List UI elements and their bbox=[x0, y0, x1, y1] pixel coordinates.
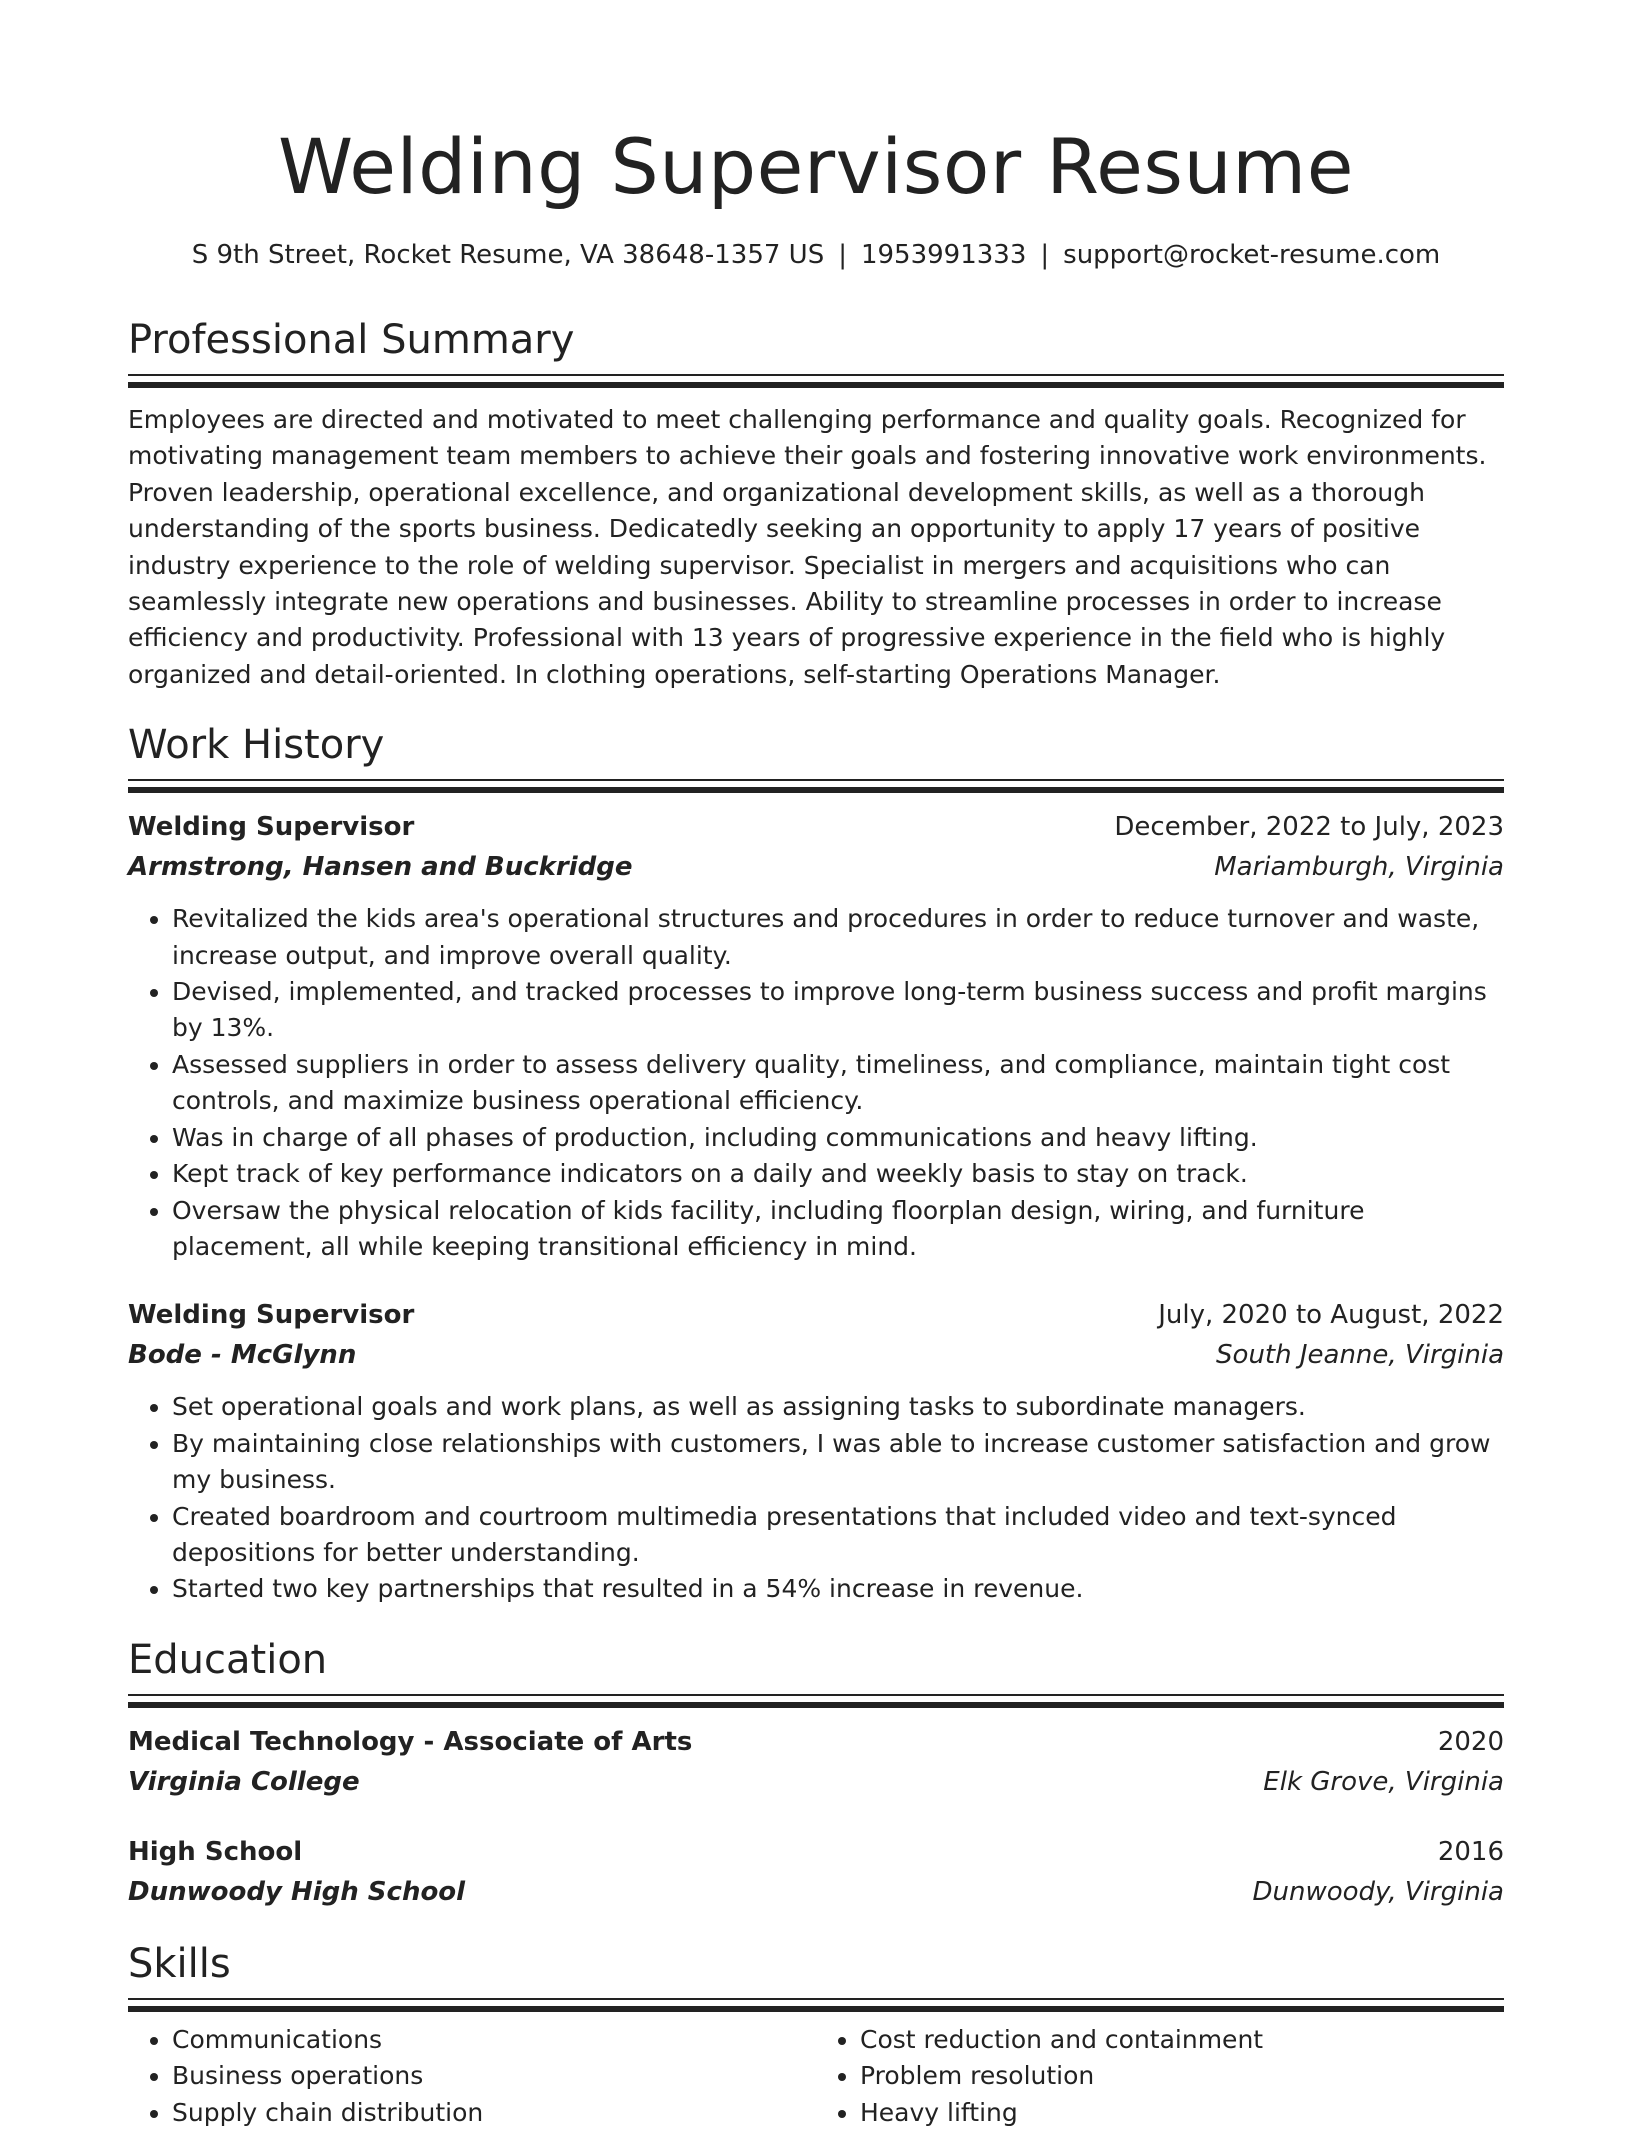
list-item: • Set operational goals and work plans, as well as assigning tasks to subordinate managers. bbox=[172, 1389, 1504, 1425]
list-item: • Cost reduction and containment bbox=[860, 2022, 1504, 2058]
list-item: • Oversaw the physical relocation of kids facility, including floorplan design, wiring, and furniture placement, all while keeping transitional efficiency in mind. bbox=[172, 1193, 1504, 1266]
summary-section bbox=[128, 316, 1504, 693]
section-divider-thick bbox=[128, 2006, 1504, 2012]
education-school: Dunwoody High School bbox=[128, 1876, 466, 1907]
list-item: • Communications bbox=[172, 2022, 816, 2058]
list-item: • Revitalized the kids area's operational structures and procedures in order to reduce turnover and waste, increase output, and improve overall quality. bbox=[172, 901, 1504, 974]
list-item: • By maintaining close relationships with customers, I was able to increase customer satisfaction and grow my business. bbox=[172, 1426, 1504, 1499]
job-title-row bbox=[128, 1295, 1504, 1335]
job-location: Mariamburgh, Virginia bbox=[1214, 852, 1504, 883]
list-item: • Heavy lifting bbox=[860, 2095, 1504, 2131]
section-divider bbox=[128, 1998, 1504, 2000]
job-company-row bbox=[128, 847, 1504, 887]
list-item: • Business operations bbox=[172, 2058, 816, 2094]
list-item: • Kept track of key performance indicators on a daily and weekly basis to stay on track. bbox=[172, 1156, 1504, 1192]
list-item: • Problem resolution bbox=[860, 2058, 1504, 2094]
education-school-row bbox=[128, 1762, 1504, 1802]
section-divider-thick bbox=[128, 382, 1504, 388]
list-item: • Assessed suppliers in order to assess delivery quality, timeliness, and compliance, maintain tight cost controls, and maximize business operational efficiency. bbox=[172, 1047, 1504, 1120]
job-title-row bbox=[128, 807, 1504, 847]
skills-column-left bbox=[128, 2022, 816, 2131]
contact-separator: | bbox=[838, 240, 847, 270]
education-school: Virginia College bbox=[128, 1766, 360, 1797]
work-history-section bbox=[128, 721, 1504, 1608]
section-divider-thick bbox=[128, 787, 1504, 793]
contact-phone: 1953991333 bbox=[860, 240, 1027, 270]
list-item: • Supply chain distribution bbox=[172, 2095, 816, 2131]
section-heading-skills: Skills bbox=[128, 1940, 231, 1987]
section-heading-summary: Professional Summary bbox=[128, 317, 575, 363]
education-location: Dunwoody, Virginia bbox=[1252, 1876, 1504, 1907]
job-bullets bbox=[128, 901, 1504, 1265]
education-degree-row bbox=[128, 1832, 1504, 1872]
list-item: • Started two key partnerships that resulted in a 54% increase in revenue. bbox=[172, 1571, 1504, 1607]
skills-section bbox=[128, 1940, 1504, 2131]
list-item: • Created boardroom and courtroom multimedia presentations that included video and text-synced depositions for better understanding. bbox=[172, 1499, 1504, 1572]
contact-email: support@rocket-resume.com bbox=[1063, 240, 1441, 270]
education-section bbox=[128, 1636, 1504, 1912]
skills-list bbox=[128, 2022, 1504, 2131]
section-divider bbox=[128, 1694, 1504, 1696]
job-dates: December, 2022 to July, 2023 bbox=[1114, 812, 1504, 843]
skills-column-right bbox=[816, 2022, 1504, 2131]
education-degree: High School bbox=[128, 1836, 303, 1867]
education-school-row bbox=[128, 1872, 1504, 1912]
list-item: • Was in charge of all phases of production, including communications and heavy lifting. bbox=[172, 1120, 1504, 1156]
job-company-row bbox=[128, 1335, 1504, 1375]
education-entry bbox=[128, 1722, 1504, 1802]
summary-text: Employees are directed and motivated to meet challenging performance and quality goals. Recognized for motivating management team members to achieve their goals and fostering innovative work environments. Proven leadership, operational excellence, and organizational development skills, as well as a thorough understanding of the sports business. Dedicatedly seeking an opportunity to apply 17 years of positive industry experience to the role of welding supervisor. Specialist in mergers and acquisitions who can seamlessly integrate new operations and businesses. Ability to streamline processes in order to increase efficiency and productivity. Professional with 13 years of progressive experience in the field who is highly organized and detail-oriented. In clothing operations, self-starting Operations Manager. bbox=[128, 405, 1487, 689]
job-bullets bbox=[128, 1389, 1504, 1607]
list-item: • Devised, implemented, and tracked processes to improve long-term business success and profit margins by 13%. bbox=[172, 974, 1504, 1047]
job-company: Armstrong, Hansen and Buckridge bbox=[128, 852, 633, 883]
education-degree: Medical Technology - Associate of Arts bbox=[128, 1726, 693, 1757]
education-degree-row bbox=[128, 1722, 1504, 1762]
education-year: 2016 bbox=[1437, 1836, 1504, 1867]
job-title: Welding Supervisor bbox=[128, 1300, 415, 1331]
job-entry bbox=[128, 1295, 1504, 1607]
section-heading-work-history: Work History bbox=[128, 722, 385, 769]
job-title: Welding Supervisor bbox=[128, 812, 415, 843]
job-location: South Jeanne, Virginia bbox=[1216, 1340, 1504, 1371]
education-year: 2020 bbox=[1437, 1726, 1504, 1757]
section-divider-thick bbox=[128, 1702, 1504, 1708]
contact-separator: | bbox=[1040, 240, 1050, 270]
job-company: Bode - McGlynn bbox=[128, 1340, 357, 1371]
education-location: Elk Grove, Virginia bbox=[1263, 1766, 1504, 1797]
contact-line bbox=[128, 238, 1504, 272]
job-entry bbox=[128, 807, 1504, 1265]
section-divider bbox=[128, 779, 1504, 781]
education-entry bbox=[128, 1832, 1504, 1912]
page-title: Welding Supervisor Resume bbox=[278, 122, 1354, 211]
section-heading-education: Education bbox=[128, 1636, 328, 1683]
job-dates: July, 2020 to August, 2022 bbox=[1158, 1300, 1504, 1331]
contact-address: S 9th Street, Rocket Resume, VA 38648-1357 US bbox=[191, 240, 825, 270]
section-divider bbox=[128, 374, 1504, 376]
